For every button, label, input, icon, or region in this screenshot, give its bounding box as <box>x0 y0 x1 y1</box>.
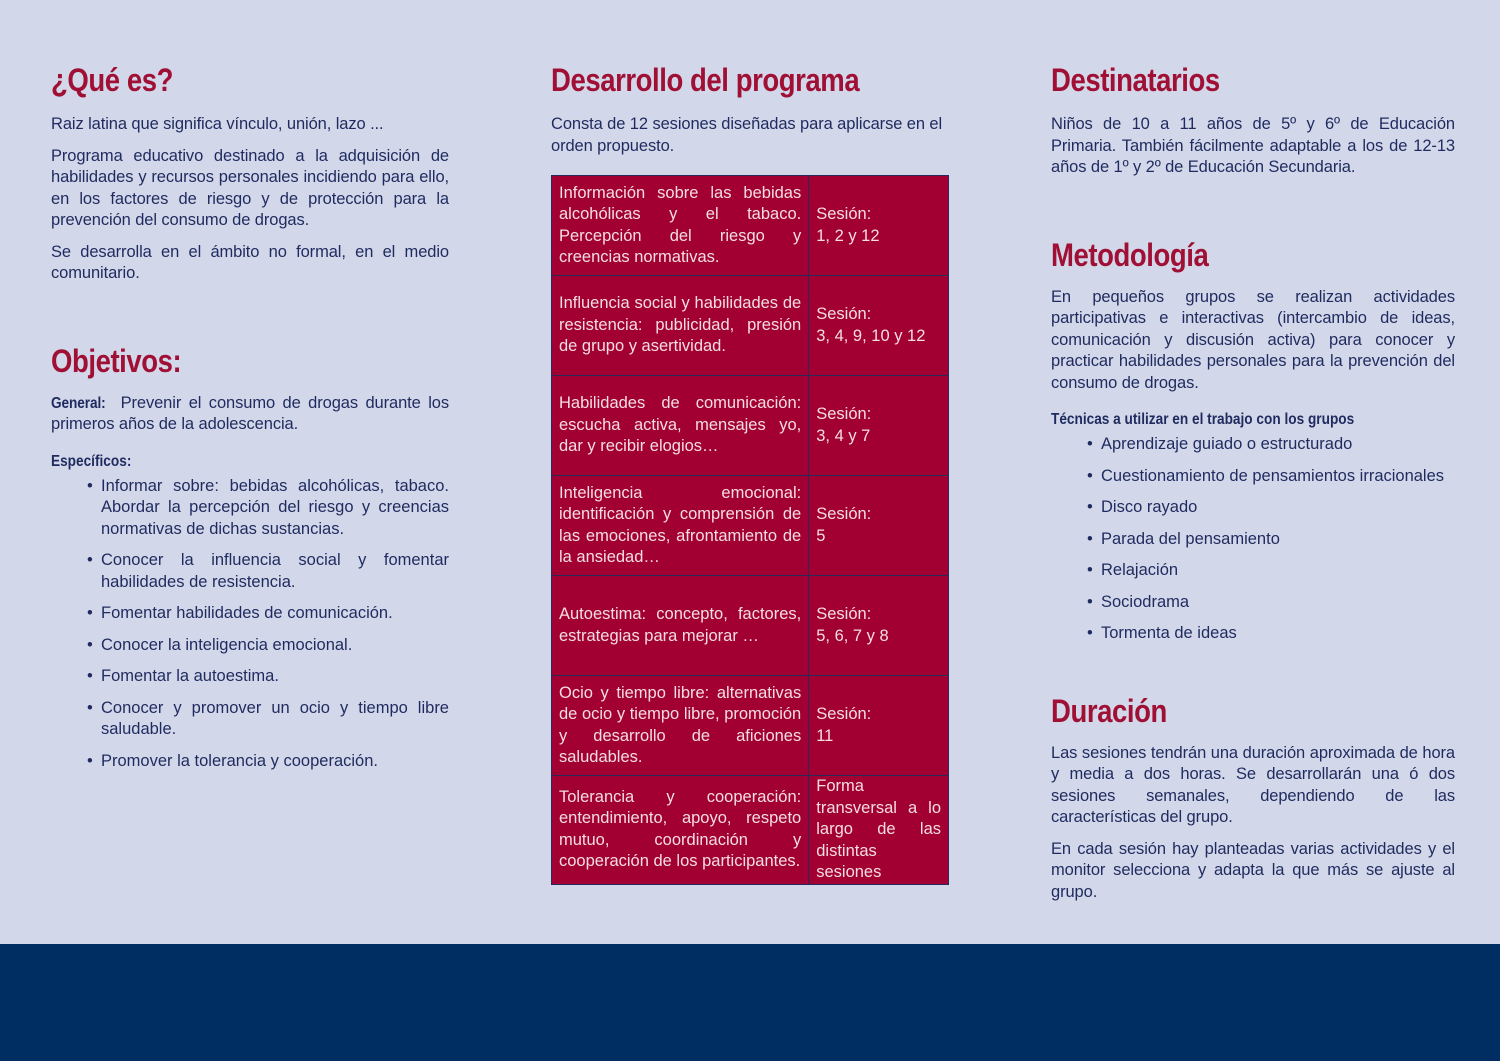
table-cell-topic: Habilidades de comunicación: escucha activa, mensajes yo, dar y recibir elogios… <box>552 376 809 476</box>
session-numbers: 1, 2 y 12 <box>816 226 880 245</box>
table-row <box>552 476 949 576</box>
session-label: Sesión: <box>816 205 872 223</box>
general-text: Prevenir el consumo de drogas durante los primeros años de la adolescencia. <box>51 393 450 433</box>
list-item: • Aprendizaje guiado o estructurado <box>1051 434 1455 456</box>
que-es-paragraph-3: Se desarrolla en el ámbito no formal, en el medio comunitario. <box>51 242 449 282</box>
table-row <box>552 676 949 776</box>
session-numbers: 3, 4 y 7 <box>816 426 871 445</box>
objetivos-heading: Objetivos: <box>51 342 182 379</box>
tecnicas-label: Técnicas a utilizar en el trabajo con los grupos <box>1051 411 1355 428</box>
list-item: • Disco rayado <box>1051 497 1455 519</box>
duracion-heading: Duración <box>1051 692 1167 729</box>
column-left <box>51 60 449 782</box>
table-cell-sessions <box>809 576 949 676</box>
list-item: • Conocer la influencia social y fomentar habilidades de resistencia. <box>51 550 449 593</box>
metodologia-heading: Metodología <box>1051 236 1209 273</box>
que-es-paragraph-1: Raiz latina que significa vínculo, unión, lazo ... <box>51 115 384 133</box>
especificos-label: Específicos: <box>51 452 132 470</box>
session-label: Sesión: <box>816 605 872 623</box>
table-cell-topic: Influencia social y habilidades de resistencia: publicidad, presión de grupo y asertividad. <box>552 276 809 376</box>
table-cell-topic: Ocio y tiempo libre: alternativas de ocio y tiempo libre, promoción y desarrollo de aficiones saludables. <box>552 676 809 776</box>
list-item: • Promover la tolerancia y cooperación. <box>51 751 449 773</box>
table-cell-topic: Información sobre las bebidas alcohólicas y el tabaco. Percepción del riesgo y creencias normativas. <box>552 176 809 276</box>
column-right <box>1051 60 1455 903</box>
session-label: Sesión: <box>816 705 872 723</box>
column-center <box>551 60 949 885</box>
session-numbers: 11 <box>816 726 834 745</box>
list-item: • Parada del pensamiento <box>1051 529 1455 551</box>
list-item: • Sociodrama <box>1051 592 1455 614</box>
table-cell-sessions <box>809 176 949 276</box>
general-label: General: <box>51 394 106 412</box>
session-numbers: 5, 6, 7 y 8 <box>816 626 889 645</box>
session-label: Sesión: <box>816 305 872 323</box>
sessions-table <box>551 175 949 885</box>
table-cell-topic: Tolerancia y cooperación: entendimiento, apoyo, respeto mutuo, coordinación y cooperación de los participantes. <box>552 776 809 885</box>
que-es-paragraph-2: Programa educativo destinado a la adquisición de habilidades y recursos personales incidiendo para ello, en los factores de riesgo y de protección para la prevención del consumo de drogas. <box>51 146 449 229</box>
table-row <box>552 576 949 676</box>
list-item: • Conocer la inteligencia emocional. <box>51 635 449 657</box>
session-label: Sesión: <box>816 505 872 523</box>
list-item: • Relajación <box>1051 560 1455 582</box>
table-cell-sessions <box>809 376 949 476</box>
desarrollo-heading: Desarrollo del programa <box>551 62 860 98</box>
duracion-paragraph-2: En cada sesión hay planteadas varias actividades y el monitor selecciona y adapta la que más se ajuste al grupo. <box>1051 839 1455 901</box>
duracion-paragraph-1: Las sesiones tendrán una duración aproximada de hora y media a dos horas. Se desarrollarán una ó dos sesiones semanales, dependiendo de las características del grupo. <box>1051 743 1455 826</box>
table-cell-sessions: Forma transversal a lo largo de las distintas sesiones <box>809 776 949 885</box>
objetivo-general <box>51 393 449 436</box>
table-cell-sessions <box>809 476 949 576</box>
footer-band <box>0 944 1500 1061</box>
table-row <box>552 276 949 376</box>
table-row <box>552 776 949 885</box>
table-cell-sessions <box>809 276 949 376</box>
que-es-heading: ¿Qué es? <box>51 62 173 98</box>
objetivos-list <box>51 476 449 773</box>
session-label: Sesión: <box>816 405 872 423</box>
session-numbers: 5 <box>816 526 826 545</box>
list-item: • Conocer y promover un ocio y tiempo libre saludable. <box>51 698 449 741</box>
table-row <box>552 376 949 476</box>
table-row <box>552 176 949 276</box>
destinatarios-heading: Destinatarios <box>1051 62 1220 98</box>
list-item: • Fomentar habilidades de comunicación. <box>51 603 449 625</box>
list-item: • Informar sobre: bebidas alcohólicas, tabaco. Abordar la percepción del riesgo y creencias normativas de dichas sustancias. <box>51 476 449 541</box>
table-cell-sessions <box>809 676 949 776</box>
table-cell-topic: Inteligencia emocional: identificación y comprensión de las emociones, afrontamiento de la ansiedad… <box>552 476 809 576</box>
destinatarios-text: Niños de 10 a 11 años de 5º y 6º de Educación Primaria. También fácilmente adaptable a los de 12-13 años de 1º y 2º de Educación Secundaria. <box>1051 115 1455 176</box>
list-item: • Cuestionamiento de pensamientos irracionales <box>1051 466 1455 488</box>
tecnicas-list <box>1051 434 1455 645</box>
table-cell-topic: Autoestima: concepto, factores, estrategias para mejorar … <box>552 576 809 676</box>
metodologia-text: En pequeños grupos se realizan actividades participativas e interactivas (intercambio de ideas, comunicación y discusión activa) para conocer y practicar habilidades personales para la prevención del consumo de drogas. <box>1051 287 1455 392</box>
session-numbers: 3, 4, 9, 10 y 12 <box>816 326 926 345</box>
list-item: • Fomentar la autoestima. <box>51 666 449 688</box>
list-item: • Tormenta de ideas <box>1051 623 1455 645</box>
desarrollo-intro: Consta de 12 sesiones diseñadas para aplicarse en el orden propuesto. <box>551 115 943 155</box>
